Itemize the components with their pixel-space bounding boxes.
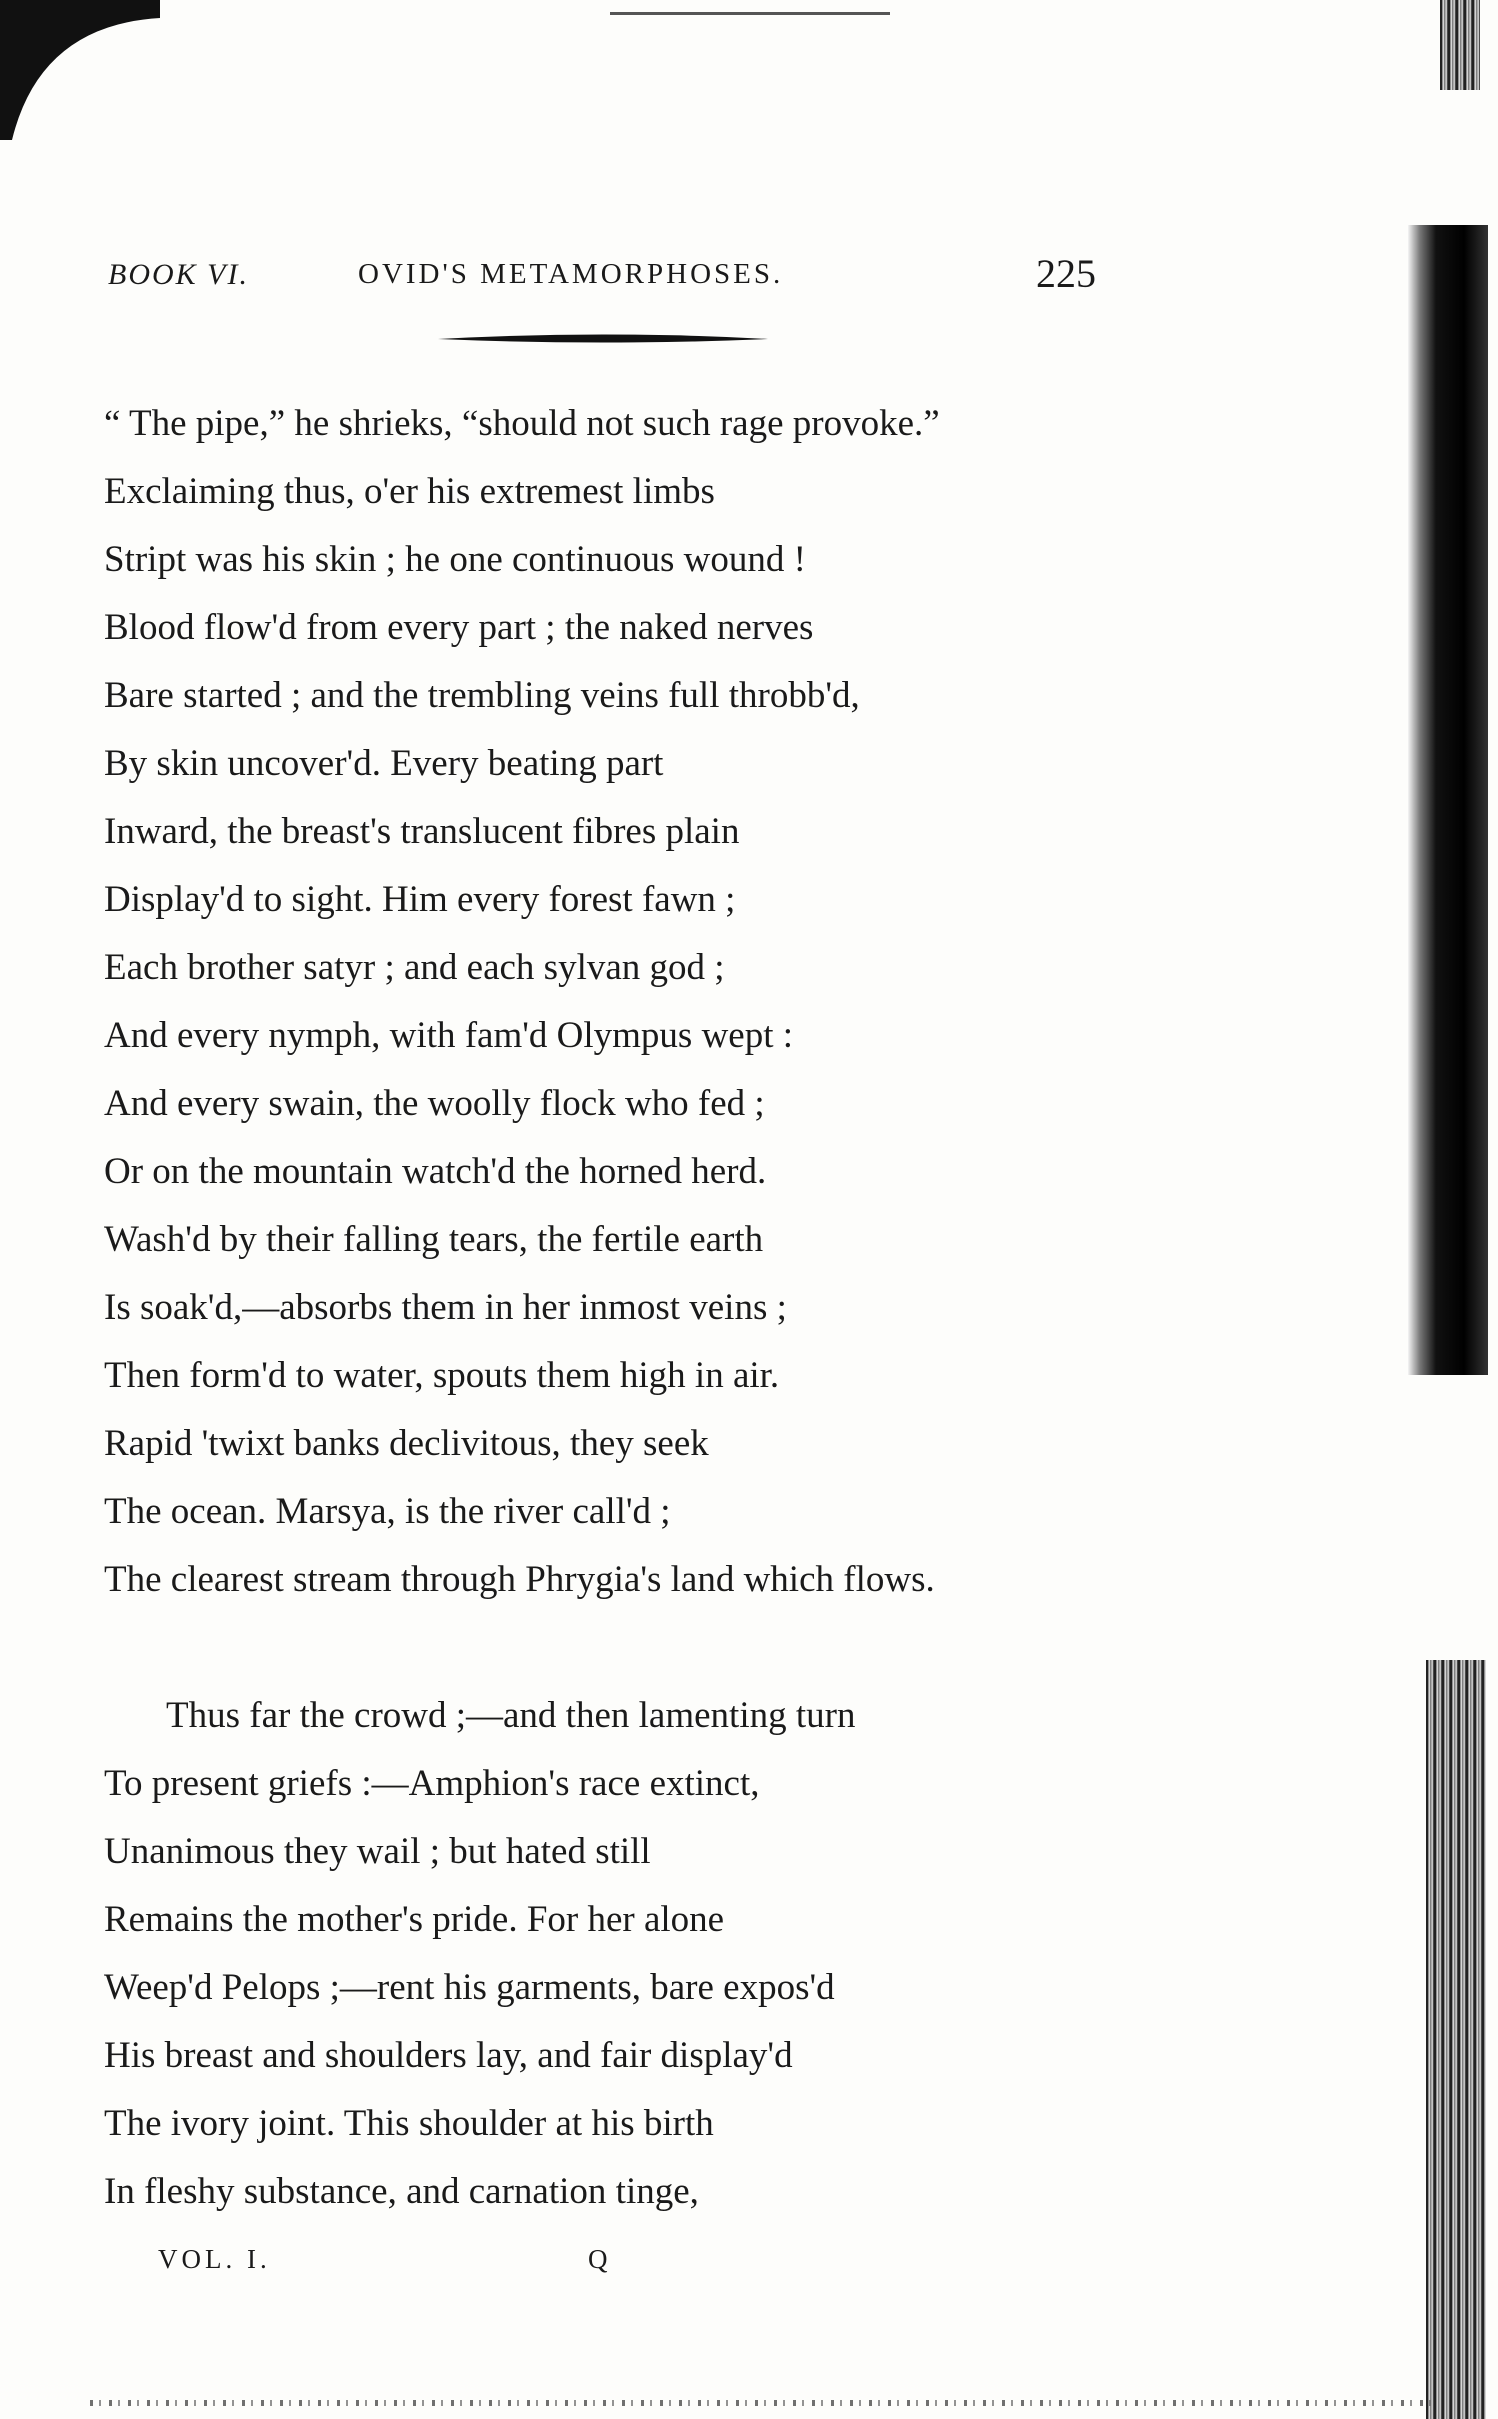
stanza-break bbox=[104, 1614, 1164, 1682]
verse-line: Remains the mother's pride. For her alone bbox=[104, 1899, 725, 1940]
verse-line: Unanimous they wail ; but hated still bbox=[104, 1831, 651, 1872]
verse-line: Wash'd by their falling tears, the fertile earth bbox=[104, 1219, 764, 1260]
verse-line: In fleshy substance, and carnation tinge, bbox=[104, 2171, 699, 2212]
top-edge-rule bbox=[610, 12, 890, 15]
gathering-signature: Q bbox=[588, 2244, 608, 2274]
verse-line: Weep'd Pelops ;—rent his garments, bare expos'd bbox=[104, 1967, 835, 2008]
verse-line: Thus far the crowd ;—and then lamenting turn bbox=[166, 1695, 856, 1736]
verse-line: Or on the mountain watch'd the horned herd. bbox=[104, 1151, 767, 1192]
verse-line: Rapid 'twixt banks declivitous, they seek bbox=[104, 1423, 709, 1464]
binding-edge-middle bbox=[1408, 225, 1488, 1375]
verse-line: Is soak'd,—absorbs them in her inmost veins ; bbox=[104, 1287, 787, 1328]
verse-line: The ocean. Marsya, is the river call'd ; bbox=[104, 1491, 671, 1532]
verse-line: By skin uncover'd. Every beating part bbox=[104, 743, 664, 784]
verse-line: “ The pipe,” he shrieks, “should not such rage provoke.” bbox=[104, 403, 940, 444]
verse-line: Stript was his skin ; he one continuous wound ! bbox=[104, 539, 806, 580]
page-number: 225 bbox=[1036, 251, 1096, 296]
verse-line: The ivory joint. This shoulder at his birth bbox=[104, 2103, 714, 2144]
volume-signature: VOL. I. bbox=[158, 2244, 271, 2274]
verse-line: And every nymph, with fam'd Olympus wept : bbox=[104, 1015, 794, 1056]
bottom-edge-noise bbox=[90, 2400, 1438, 2406]
ornamental-rule bbox=[438, 332, 768, 346]
verse-line: His breast and shoulders lay, and fair display'd bbox=[104, 2035, 793, 2076]
verse-line: Each brother satyr ; and each sylvan god ; bbox=[104, 947, 725, 988]
poem-text bbox=[104, 390, 1164, 2226]
book-label: BOOK VI. bbox=[108, 258, 249, 291]
verse-line: Blood flow'd from every part ; the naked nerves bbox=[104, 607, 814, 648]
verse-line: Display'd to sight. Him every forest fawn ; bbox=[104, 879, 736, 920]
work-title: OVID'S METAMORPHOSES. bbox=[358, 258, 784, 290]
running-head bbox=[108, 250, 1108, 300]
verse-line: The clearest stream through Phrygia's land which flows. bbox=[104, 1559, 935, 1600]
verse-line: And every swain, the woolly flock who fed ; bbox=[104, 1083, 765, 1124]
verse-line: Exclaiming thus, o'er his extremest limbs bbox=[104, 471, 715, 512]
stanza-2 bbox=[104, 1682, 1164, 2226]
verse-line: Inward, the breast's translucent fibres plain bbox=[104, 811, 740, 852]
page-corner-shadow bbox=[0, 0, 160, 140]
verse-line: Bare started ; and the trembling veins full throbb'd, bbox=[104, 675, 860, 716]
binding-edge-top bbox=[1440, 0, 1480, 90]
binding-edge-bottom bbox=[1426, 1660, 1486, 2419]
verse-line: To present griefs :—Amphion's race extinct, bbox=[104, 1763, 760, 1804]
verse-line: Then form'd to water, spouts them high in air. bbox=[104, 1355, 780, 1396]
stanza-1 bbox=[104, 390, 1164, 1614]
